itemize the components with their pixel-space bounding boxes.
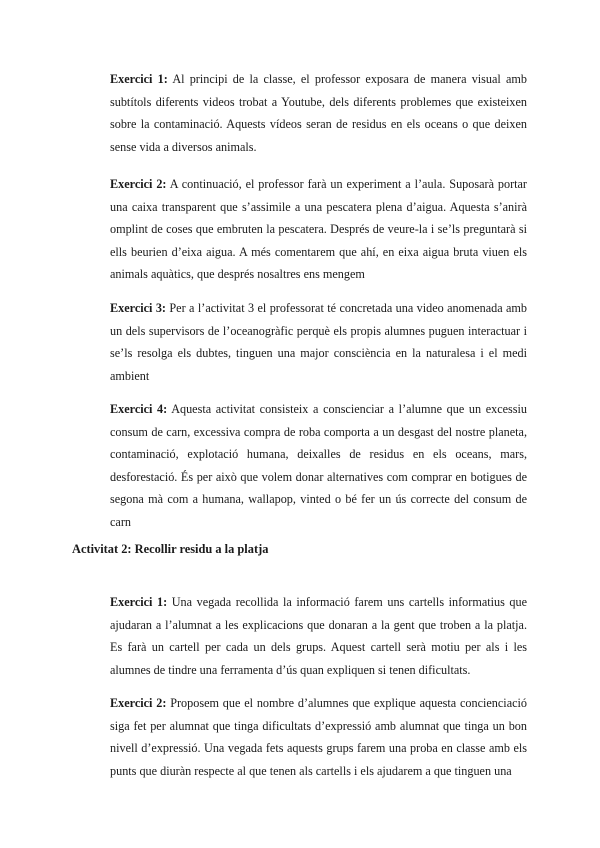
exercise-label: Exercici 3: — [110, 301, 166, 315]
exercise-text: Aquesta activitat consisteix a conscienciar a l’alumne que un excessiu consum de carn, excessiva compra de roba comporta a un desgast del nostre planeta, contaminació, explotació humana, deixalles de residus en els oceans, mars, desforestació. És per això que volem donar alternatives com comprar en botigues de segona mà com a humana, wallapop, vinted o bé fer un ús correcte del consum de carn — [110, 402, 527, 529]
section-heading: Activitat 2: Recollir residu a la platja — [72, 542, 269, 556]
exercise-text: A continuació, el professor farà un experiment a l’aula. Suposarà portar una caixa transparent que s’assimile a una pescatera plena d’aigua. Aquesta s’anirà omplint de coses que embruten la pescatera. Després de veure-la i se’ls preguntarà si ells beurien d’eixa aigua. A més comentarem que ahí, en eixa aigua bruta viuen els animals aquàtics, que després nosaltres ens mengem — [110, 177, 527, 282]
exercise-text: Una vegada recollida la informació farem uns cartells informatius que ajudaran a l’alumnat a les explicacions que donaran a la gent que troben a la platja. Es farà un cartell per cada un dels grups. Aquest cartell serà motiu per als i les alumnes de tindre una ferramenta d’ús quan expliquen si tenen dificultats. — [110, 595, 528, 677]
exercise-4-paragraph — [110, 398, 527, 534]
exercise-2-paragraph — [110, 173, 527, 286]
exercise-label: Exercici 2: — [110, 696, 167, 710]
exercise-1-paragraph — [110, 68, 527, 158]
exercise-label: Exercici 1: — [110, 72, 168, 86]
exercise-label: Exercici 2: — [110, 177, 167, 191]
exercise-text: Proposem que el nombre d’alumnes que explique aquesta concienciació siga fet per alumnat que tinga dificultats d’expressió amb alumnat que tinga un bon nivell d’expressió. Una vegada fets aquests grups farem una proba en classe amb els punts que diuràn respecte al que tenen als cartells i els ajudarem a que tinguen una — [110, 696, 527, 778]
activity2-exercise-1-paragraph — [110, 591, 527, 681]
exercise-label: Exercici 1: — [110, 595, 168, 609]
exercise-label: Exercici 4: — [110, 402, 168, 416]
exercise-3-paragraph — [110, 297, 527, 387]
exercise-text: Al principi de la classe, el professor exposara de manera visual amb subtítols diferents videos trobat a Youtube, dels diferents problemes que existeixen sobre la contaminació. Aquests vídeos seran de residus en els oceans o que deixen sense vida a diversos animals. — [110, 72, 527, 154]
activity2-exercise-2-paragraph — [110, 692, 527, 782]
exercise-text: Per a l’activitat 3 el professorat té concretada una video anomenada amb un dels supervisors de l’oceanogràfic perquè els propis alumnes puguen interactuar i se’ls resolga els dubtes, tinguen una major consciència en la naturalesa i el medi ambient — [110, 301, 528, 383]
